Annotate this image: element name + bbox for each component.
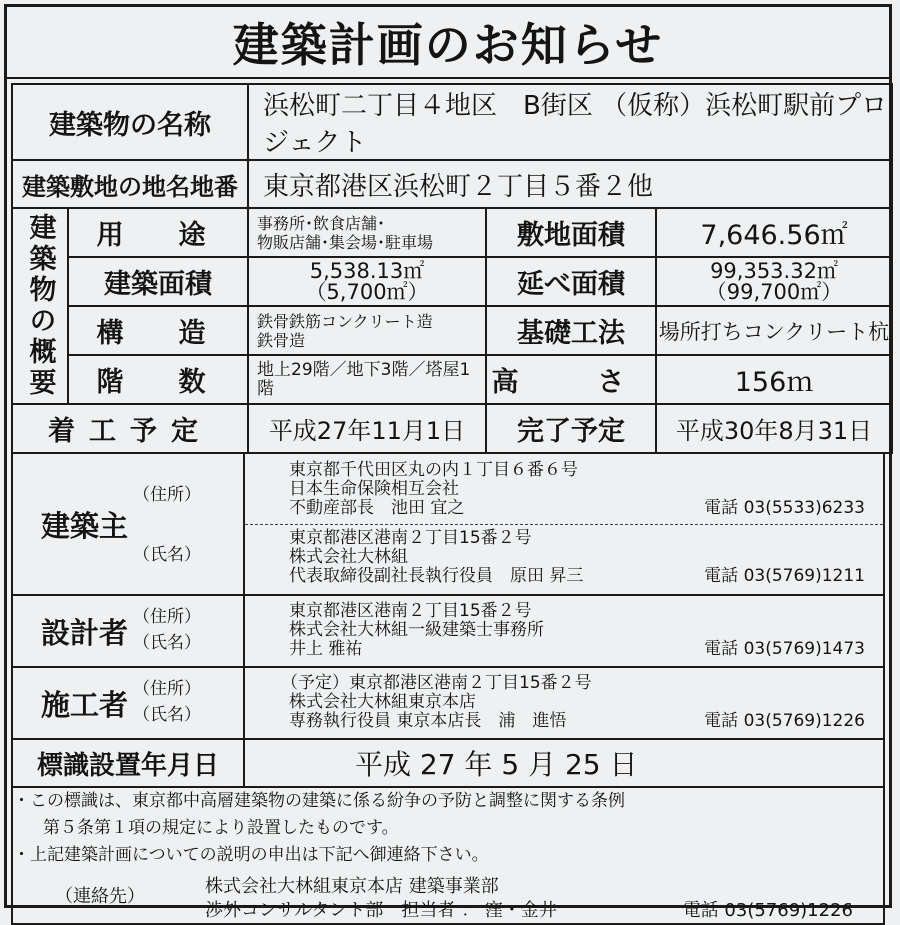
contact-line2: 渉外コンサルタント部 担当者 ： 窪・金井 [205, 900, 557, 921]
notes-cell [12, 787, 884, 924]
row-owner [12, 453, 884, 595]
row-designer [12, 595, 884, 667]
row-floors [12, 355, 892, 404]
row-notes [12, 787, 884, 924]
structure-label: 構 造 [68, 306, 248, 355]
contact-line1: 株式会社大林組東京本店 建築事業部 [205, 876, 499, 897]
owner-p2-line2: 株式会社大林組 [289, 546, 408, 567]
builder-address-label: （住所） [133, 679, 201, 699]
owner-name-label: （氏名） [133, 545, 201, 565]
foundation-label: 基礎工法 [486, 306, 656, 355]
parties-table [11, 452, 885, 925]
building-name-value: 浜松町二丁目４地区 B街区 （仮称）浜松町駅前プロジェクト [248, 84, 892, 160]
designer-label: 設計者 [41, 615, 129, 650]
use-value-line2: 物販店舗･集会場･駐車場 [257, 232, 434, 252]
builder-line2: 株式会社大林組東京本店 [289, 691, 476, 712]
builder-line3: 専務執行役員 東京本店長 浦 進悟 [289, 710, 567, 731]
info-table [11, 83, 893, 454]
finish-value: 平成30年8月31日 [656, 404, 892, 453]
overview-side-label [12, 208, 68, 404]
designer-party [245, 598, 883, 665]
overview-side-text: 建築物の概要 [24, 213, 56, 399]
note-1-line1: ・この標識は、東京都中高層建築物の建築に係る紛争の予防と調整に関する条例 [13, 791, 625, 811]
designer-address-label: （住所） [133, 607, 201, 627]
owner-p1-line2: 日本生命保険相互会社 [289, 478, 459, 499]
building-area-value [248, 257, 486, 306]
sign-body [11, 83, 890, 925]
contact-details [185, 875, 883, 923]
designer-label-cell [12, 595, 244, 667]
owner-p2-line1: 東京都港区港南２丁目15番２号 [289, 527, 532, 548]
contact-line2-row [205, 899, 883, 923]
height-label: 高 さ [486, 355, 656, 404]
builder-label: 施工者 [41, 687, 129, 722]
start-value: 平成27年11月1日 [248, 404, 486, 453]
designer-line1: 東京都港区港南２丁目15番２号 [289, 600, 532, 621]
owner-p2-line3-row [289, 567, 883, 586]
designer-line3-row [289, 640, 883, 659]
start-label: 着工予定 [12, 404, 248, 453]
owner-label-cell [12, 453, 244, 595]
builder-name-label: （氏名） [133, 705, 201, 725]
site-address-value: 東京都港区浜松町２丁目５番２他 [248, 160, 892, 208]
building-area-value-line1: 5,538.13㎡ [309, 258, 425, 283]
row-use [12, 208, 892, 257]
designer-line3: 井上 雅祐 [289, 638, 363, 659]
finish-label: 完了予定 [486, 404, 656, 453]
floor-area-label: 延べ面積 [486, 257, 656, 306]
owner-value-cell [244, 453, 884, 595]
floor-area-value-line1: 99,353.32㎡ [710, 258, 838, 283]
building-plan-sign [4, 4, 892, 921]
designer-value-cell [244, 595, 884, 667]
owner-label: 建築主 [41, 508, 129, 543]
owner-p2-phone: 電話 03(5769)1211 [704, 565, 865, 586]
sign-title: 建築計画のお知らせ [7, 7, 889, 79]
site-address-label: 建築敷地の地名地番 [12, 160, 248, 208]
posting-date-value: 平成 27 年 5 月 25 日 [244, 739, 884, 787]
floor-area-value [656, 257, 892, 306]
posting-date-label: 標識設置年月日 [12, 739, 244, 787]
use-label: 用 途 [68, 208, 248, 257]
row-structure [12, 306, 892, 355]
owner-p1-line3: 不動産部長 池田 宜之 [289, 497, 465, 518]
contact-label: （連絡先） [55, 886, 145, 907]
use-value-line1: 事務所･飲食店舗･ [257, 213, 386, 233]
builder-label-cell [12, 667, 244, 739]
owner-p1-line1: 東京都千代田区丸の内１丁目６番６号 [289, 459, 578, 480]
owner-party-1 [245, 457, 883, 524]
building-name-label: 建築物の名称 [12, 84, 248, 160]
row-schedule [12, 404, 892, 453]
designer-line2: 株式会社大林組一級建築士事務所 [289, 619, 544, 640]
structure-value-line1: 鉄骨鉄筋コンクリート造 [257, 311, 433, 331]
row-builder [12, 667, 884, 739]
owner-p2-line3: 代表取締役副社長執行役員 原田 昇三 [289, 565, 584, 586]
site-area-value: 7,646.56㎡ [656, 208, 892, 257]
builder-party [245, 670, 883, 737]
structure-value-line2: 鉄骨造 [257, 330, 306, 350]
row-building-area [12, 257, 892, 306]
use-value [248, 208, 486, 257]
floor-area-value-line2: （99,700㎡） [705, 279, 843, 304]
owner-address-label: （住所） [133, 485, 201, 505]
builder-value-cell [244, 667, 884, 739]
floors-label: 階 数 [68, 355, 248, 404]
note-2: ・上記建築計画についての説明の申出は下記へ御連絡下さい。 [13, 845, 489, 865]
row-site-address [12, 160, 892, 208]
building-area-value-line2: （5,700㎡） [305, 279, 429, 304]
contact-block [13, 875, 883, 923]
owner-p1-line3-row [289, 499, 883, 518]
note-1-line2: 第５条第１項の規定により設置したものです。 [43, 818, 399, 838]
builder-phone: 電話 03(5769)1226 [704, 710, 865, 731]
builder-line1: （予定）東京都港区港南２丁目15番２号 [281, 672, 592, 693]
building-area-label: 建築面積 [68, 257, 248, 306]
row-building-name [12, 84, 892, 160]
owner-party-2 [245, 524, 883, 592]
site-area-label: 敷地面積 [486, 208, 656, 257]
designer-phone: 電話 03(5769)1473 [704, 638, 865, 659]
floors-value: 地上29階／地下3階／塔屋1階 [248, 355, 486, 404]
designer-name-label: （氏名） [133, 633, 201, 653]
owner-p1-phone: 電話 03(5533)6233 [704, 497, 865, 518]
foundation-value: 場所打ちコンクリート杭 [656, 306, 892, 355]
row-posting-date [12, 739, 884, 787]
structure-value [248, 306, 486, 355]
builder-line3-row [281, 712, 883, 731]
height-value: 156ｍ [656, 355, 892, 404]
contact-phone: 電話 03(5769)1226 [682, 900, 853, 921]
